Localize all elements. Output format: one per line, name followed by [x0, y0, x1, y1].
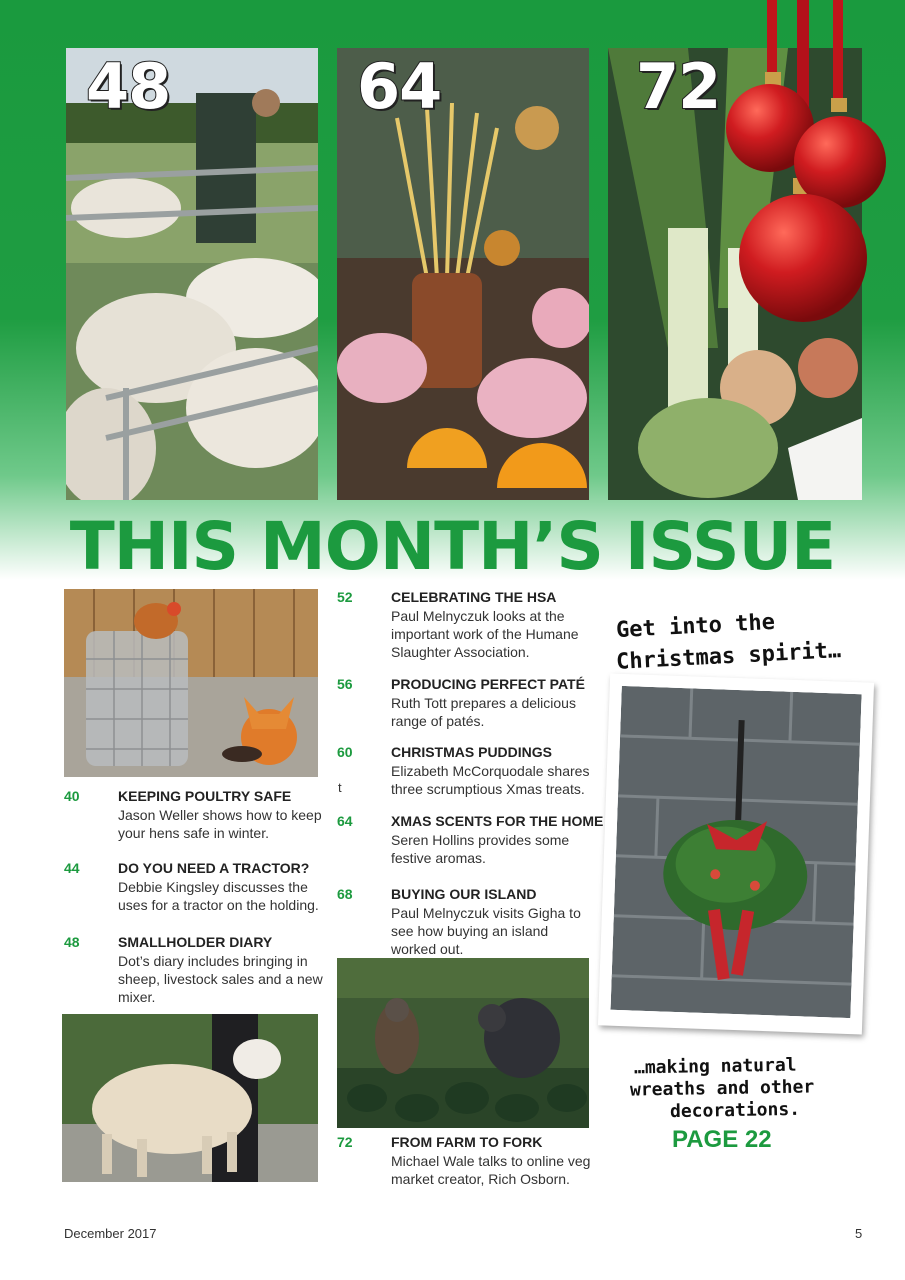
entry-page-number: 72	[337, 1134, 353, 1150]
promo-top-line: Get into the	[615, 609, 776, 644]
entry-description: Dot’s diary includes bringing in sheep, livestock sales and a new mixer.	[118, 953, 323, 1005]
wreath-photo	[610, 686, 861, 1018]
entry-title: DO YOU NEED A TRACTOR?	[118, 860, 310, 876]
entry-description: Paul Melnyczuk looks at the important work of the Humane Slaughter Association.	[391, 608, 579, 660]
entry-page-number: 56	[337, 676, 353, 692]
panel-number: 72	[636, 50, 721, 123]
promo-top-line: Christmas spirit…	[615, 638, 842, 675]
promo-page-reference[interactable]: PAGE 22	[672, 1126, 772, 1153]
issue-date: December 2017	[64, 1226, 157, 1241]
hen-and-fox-photo	[64, 589, 318, 777]
entry-page-number: 48	[64, 934, 80, 950]
wreath-polaroid	[598, 674, 874, 1035]
entry-page-number: 52	[337, 589, 353, 605]
entry-description: Elizabeth McCorquodale shares three scrumptious Xmas treats.	[391, 763, 590, 797]
promo-bottom-line: …making natural	[633, 1054, 797, 1079]
panel-number: 48	[86, 50, 171, 123]
panel-number: 64	[357, 50, 442, 123]
promo-bottom-line: wreaths and other	[629, 1076, 815, 1101]
entry-title: CELEBRATING THE HSA	[391, 589, 557, 605]
christmas-bauble-icon	[715, 0, 895, 330]
entry-description: Paul Melnyczuk visits Gigha to see how buying an island worked out.	[391, 905, 581, 957]
stray-character: t	[338, 780, 342, 795]
entry-description: Debbie Kingsley discusses the uses for a tractor on the holding.	[118, 879, 319, 913]
entry-description: Ruth Tott prepares a delicious range of patés.	[391, 695, 576, 729]
entry-page-number: 68	[337, 886, 353, 902]
veg-harvest-photo	[337, 958, 589, 1128]
entry-description: Seren Hollins provides some festive aromas.	[391, 832, 570, 866]
page-number: 5	[855, 1226, 863, 1241]
entry-title: KEEPING POULTRY SAFE	[118, 788, 292, 804]
entry-title: BUYING OUR ISLAND	[391, 886, 537, 902]
entry-title: CHRISTMAS PUDDINGS	[391, 744, 553, 760]
entry-page-number: 40	[64, 788, 80, 804]
entry-title: FROM FARM TO FORK	[391, 1134, 543, 1150]
entry-title: XMAS SCENTS FOR THE HOME	[391, 813, 604, 829]
entry-description: Jason Weller shows how to keep your hens safe in winter.	[118, 807, 322, 841]
page-title: THIS MONTH’S ISSUE	[69, 508, 836, 585]
sheep-photo	[62, 1014, 318, 1182]
entry-page-number: 64	[337, 813, 353, 829]
entry-page-number: 44	[64, 860, 80, 876]
promo-bottom-line: decorations.	[669, 1098, 801, 1123]
entry-title: PRODUCING PERFECT PATÉ	[391, 676, 585, 692]
entry-description: Michael Wale talks to online veg market creator, Rich Osborn.	[391, 1153, 591, 1187]
entry-page-number: 60	[337, 744, 353, 760]
entry-title: SMALLHOLDER DIARY	[118, 934, 273, 950]
